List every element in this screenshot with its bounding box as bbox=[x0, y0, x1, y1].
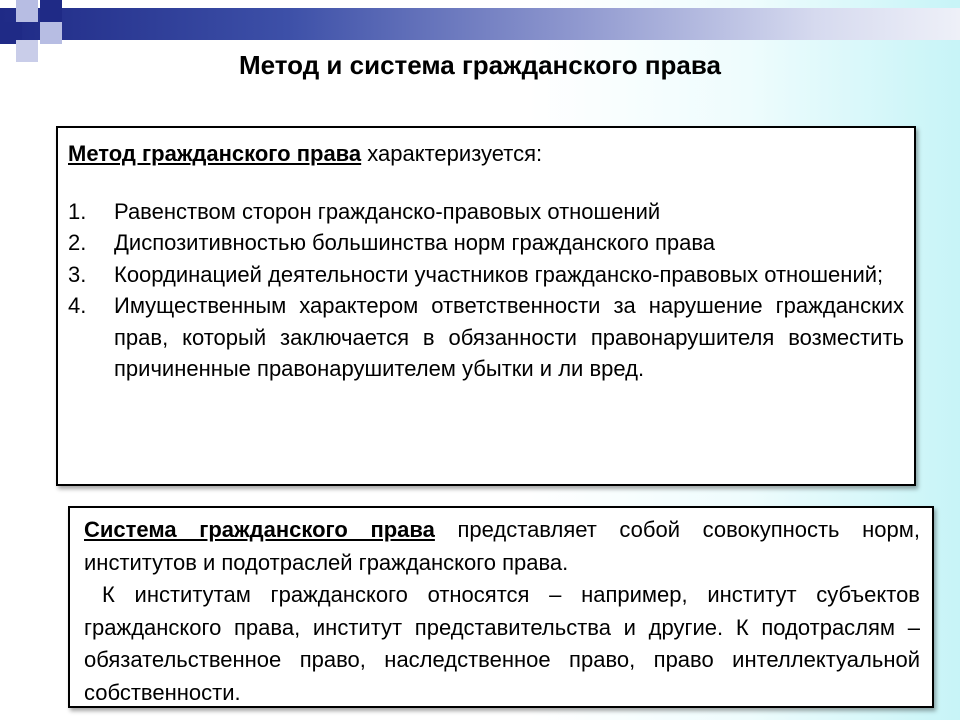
list-item-text: Имущественным характером ответственности за нарушение гражданских прав, который заключается в обязанности правонарушителя возместить причиненные правонарушителем убытки и ли вред. bbox=[114, 293, 904, 381]
decorative-square bbox=[40, 22, 62, 44]
list-item bbox=[68, 227, 904, 259]
method-box bbox=[56, 126, 916, 486]
list-item-text: Координацией деятельности участников гражданско-правовых отношений; bbox=[114, 261, 884, 287]
method-lead bbox=[68, 138, 904, 170]
system-paragraph bbox=[84, 514, 920, 579]
page-title: Метод и система гражданского права bbox=[239, 50, 721, 80]
list-number: 3. bbox=[68, 261, 87, 287]
list-number: 1. bbox=[68, 198, 87, 224]
list-number: 2. bbox=[68, 230, 87, 255]
system-paragraph-2: К институтам гражданского относятся – например, институт субъектов гражданского права, институт представительства и другие. К подотраслям – обязательственное право, наследственное право, право интеллектуальной собственности. bbox=[84, 582, 920, 705]
decorative-square bbox=[16, 0, 38, 22]
list-item bbox=[68, 259, 904, 291]
method-heading: Метод гражданского права bbox=[68, 141, 362, 166]
system-box bbox=[68, 506, 934, 708]
list-item-text: Равенством сторон гражданско-правовых отношений bbox=[114, 198, 661, 224]
header-band bbox=[0, 8, 960, 40]
method-heading-rest: характеризуется: bbox=[361, 141, 543, 166]
system-heading: Система гражданского права bbox=[84, 517, 435, 542]
list-item bbox=[68, 196, 904, 228]
list-item-text: Диспозитивностью большинства норм гражданского права bbox=[114, 230, 716, 255]
list-number: 4. bbox=[68, 293, 87, 318]
system-heading-rest: представляет собой совокупность норм, институтов и подотраслей гражданского права. bbox=[84, 517, 920, 575]
decorative-square bbox=[40, 0, 62, 22]
list-item bbox=[68, 290, 904, 385]
